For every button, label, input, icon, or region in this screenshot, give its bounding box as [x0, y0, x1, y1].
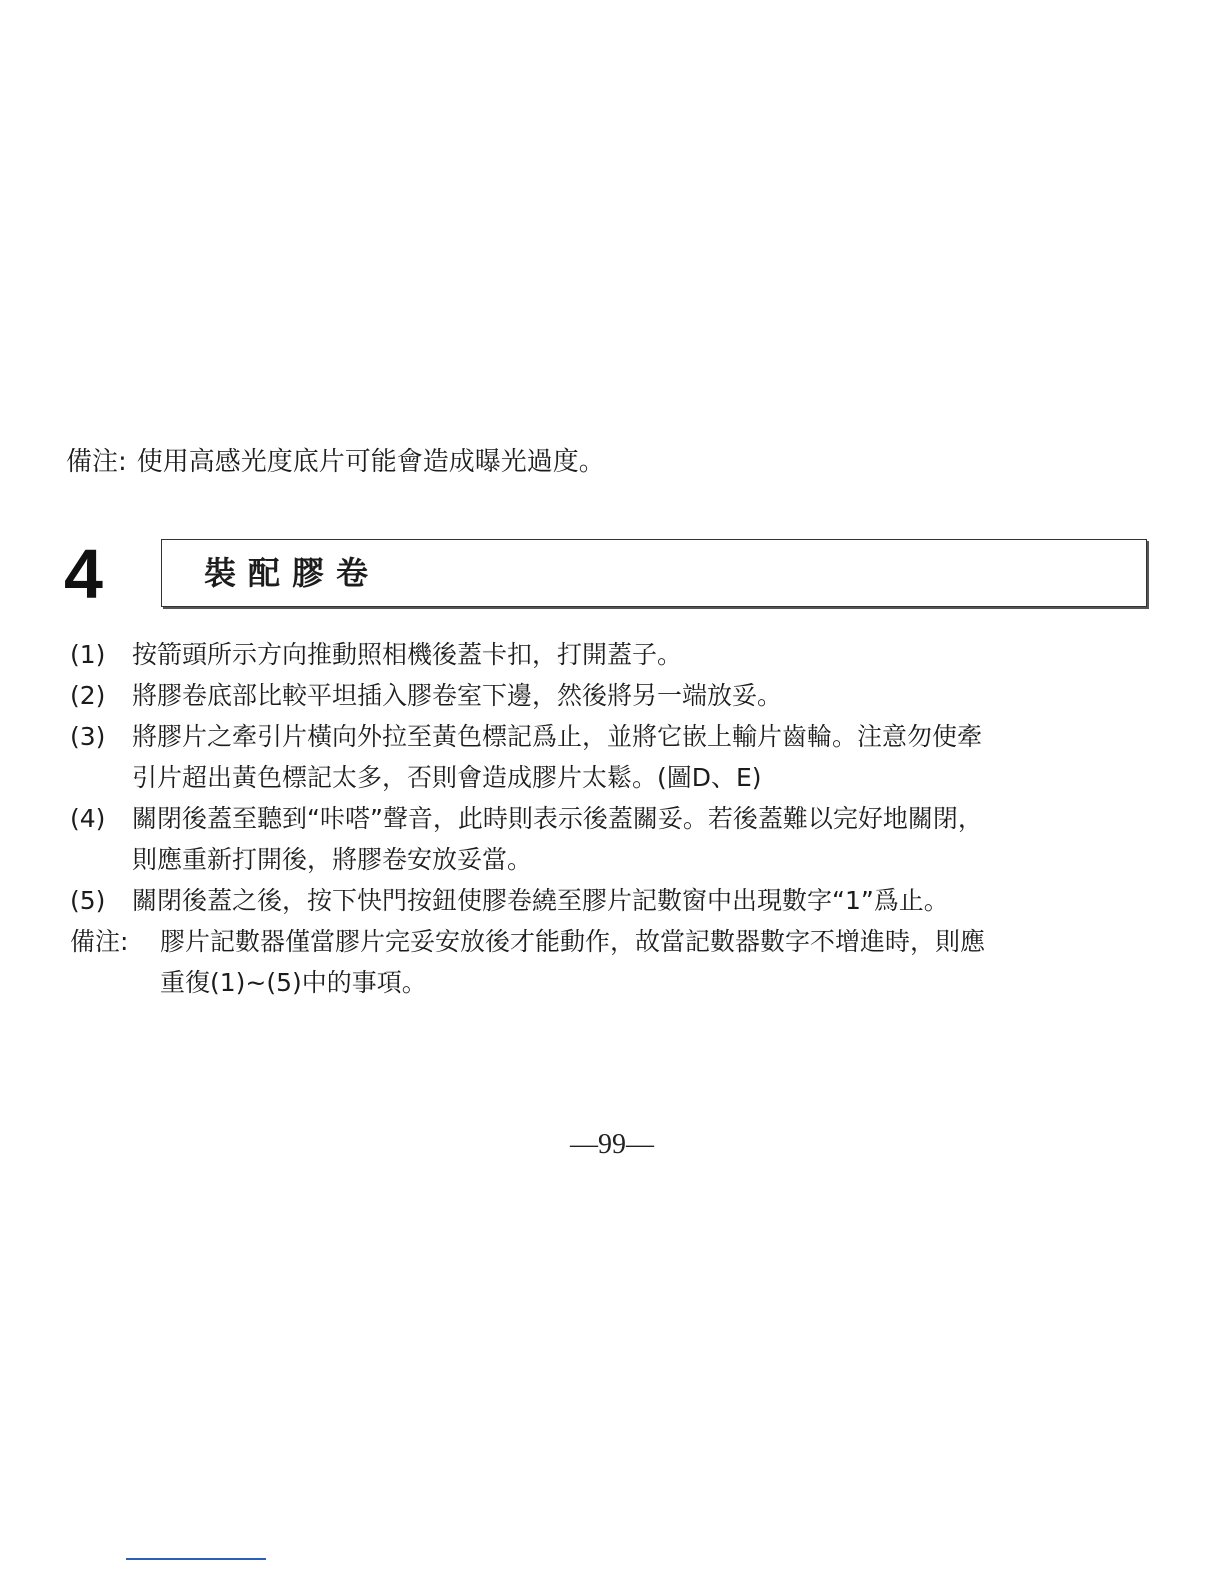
bottom-note-label: 備注: — [70, 927, 129, 956]
bottom-note-text: 膠片記數器僅當膠片完妥安放後才能動作，故當記數器數字不增進時，則應 重復(1)~(5)中的事項。 — [160, 927, 986, 997]
page-number: —99— — [570, 1129, 654, 1160]
step-number: (5) — [70, 886, 106, 915]
step-text: 按箭頭所示方向推動照相機後蓋卡扣，打開蓋子。 — [132, 640, 683, 669]
footer-rule — [126, 1558, 266, 1560]
top-note-text: 使用高感光度底片可能會造成曝光過度。 — [136, 447, 605, 477]
step-text: 關閉後蓋之後，按下快門按鈕使膠卷繞至膠片記數窗中出現數字“1”爲止。 — [132, 886, 949, 915]
step-2 — [70, 675, 1150, 716]
top-note-label: 備注: — [66, 447, 127, 477]
step-5 — [70, 880, 1150, 921]
step-text: 將膠卷底部比較平坦插入膠卷室下邊，然後將另一端放妥。 — [132, 681, 783, 710]
steps-list — [70, 634, 1150, 1003]
step-number: (4) — [70, 804, 106, 833]
bottom-note — [70, 921, 1150, 1003]
section-title-box — [161, 539, 1147, 607]
step-3 — [70, 716, 1150, 798]
step-4 — [70, 798, 1150, 880]
top-note — [66, 442, 605, 482]
step-1 — [70, 634, 1150, 675]
step-number: (2) — [70, 681, 106, 710]
step-text: 將膠片之牽引片橫向外拉至黃色標記爲止，並將它嵌上輸片齒輪。注意勿使牽 引片超出黃色標記太多，否則會造成膠片太鬆。(圖D、E) — [132, 722, 983, 792]
section-number: 4 — [64, 535, 103, 613]
section-title: 裝配膠卷 — [204, 554, 381, 592]
step-text: 關閉後蓋至聽到“咔嗒”聲音，此時則表示後蓋關妥。若後蓋難以完好地關閉， 則應重新打開後，將膠卷安放妥當。 — [132, 804, 983, 874]
step-number: (3) — [70, 722, 106, 751]
step-number: (1) — [70, 640, 106, 669]
